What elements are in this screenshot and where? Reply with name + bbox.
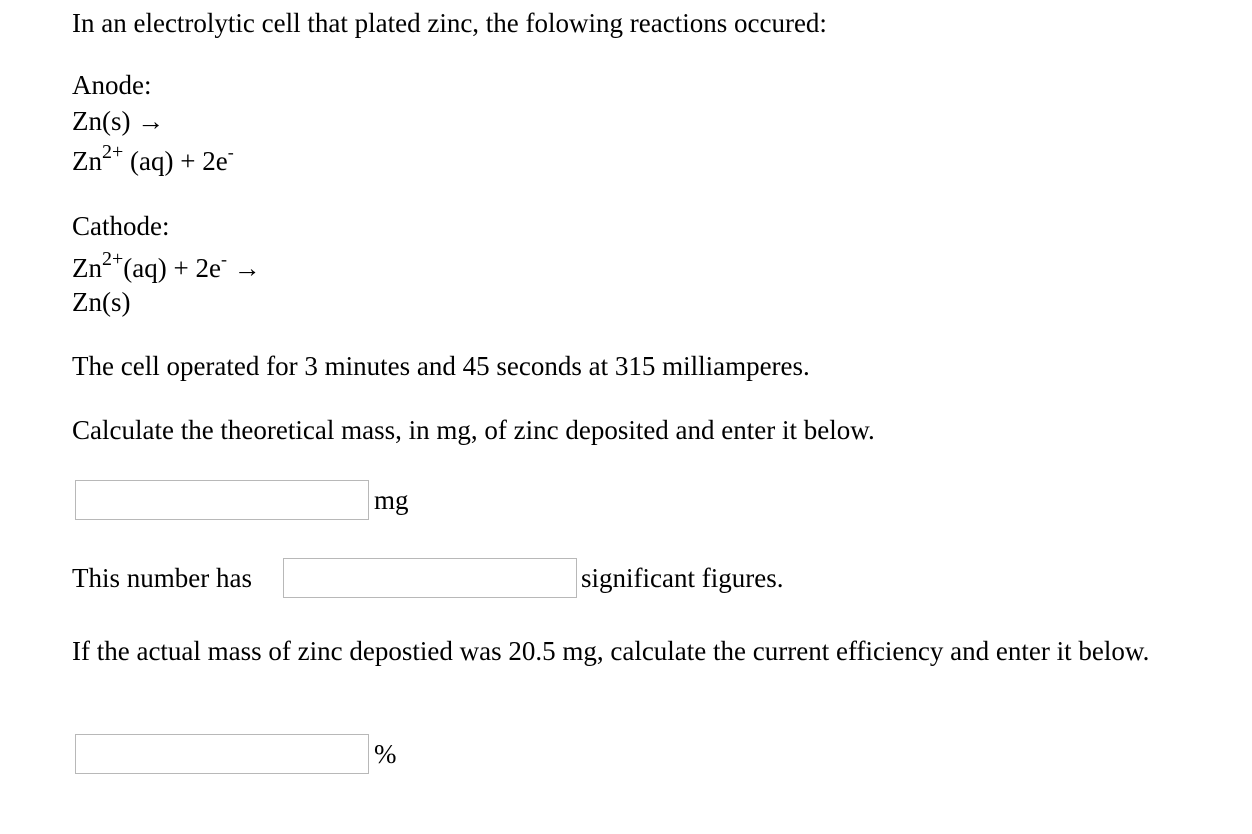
cathode-label: Cathode:	[72, 211, 170, 241]
cathode-electron-charge: -	[220, 249, 227, 269]
cathode-zinc-charge: 2+	[102, 248, 124, 270]
question-current-efficiency: If the actual mass of zinc depostied was 20.5 mg, calculate the current efficiency and enter it below.	[72, 636, 1150, 666]
anode-reaction-line-1: Zn(s) →	[72, 106, 165, 136]
question-theoretical-mass: Calculate the theoretical mass, in mg, of zinc deposited and enter it below.	[72, 415, 875, 445]
anode-zinc-symbol: Zn	[72, 146, 102, 176]
anode-reaction-line-2	[72, 141, 234, 177]
intro-text: In an electrolytic cell that plated zinc, the folowing reactions occured:	[72, 8, 827, 38]
sigfigs-suffix: significant figures.	[581, 563, 784, 593]
anode-electron-charge: -	[227, 142, 234, 162]
cathode-zinc-symbol: Zn	[72, 253, 102, 283]
cathode-reaction-line-1	[72, 248, 261, 284]
mass-unit-label: mg	[374, 485, 409, 515]
mass-answer-input[interactable]	[75, 480, 369, 520]
cathode-reactants: (aq) + 2e	[123, 253, 221, 283]
anode-zinc-charge: 2+	[102, 141, 124, 163]
efficiency-answer-input[interactable]	[75, 734, 369, 774]
anode-products: (aq) + 2e	[123, 146, 228, 176]
efficiency-unit-label: %	[374, 739, 397, 769]
sigfigs-prefix: This number has	[72, 563, 252, 593]
cathode-arrow: →	[226, 253, 261, 283]
cathode-reaction-line-2: Zn(s)	[72, 287, 131, 317]
anode-label: Anode:	[72, 70, 152, 100]
operation-text: The cell operated for 3 minutes and 45 seconds at 315 milliamperes.	[72, 351, 810, 381]
sigfigs-answer-input[interactable]	[283, 558, 577, 598]
